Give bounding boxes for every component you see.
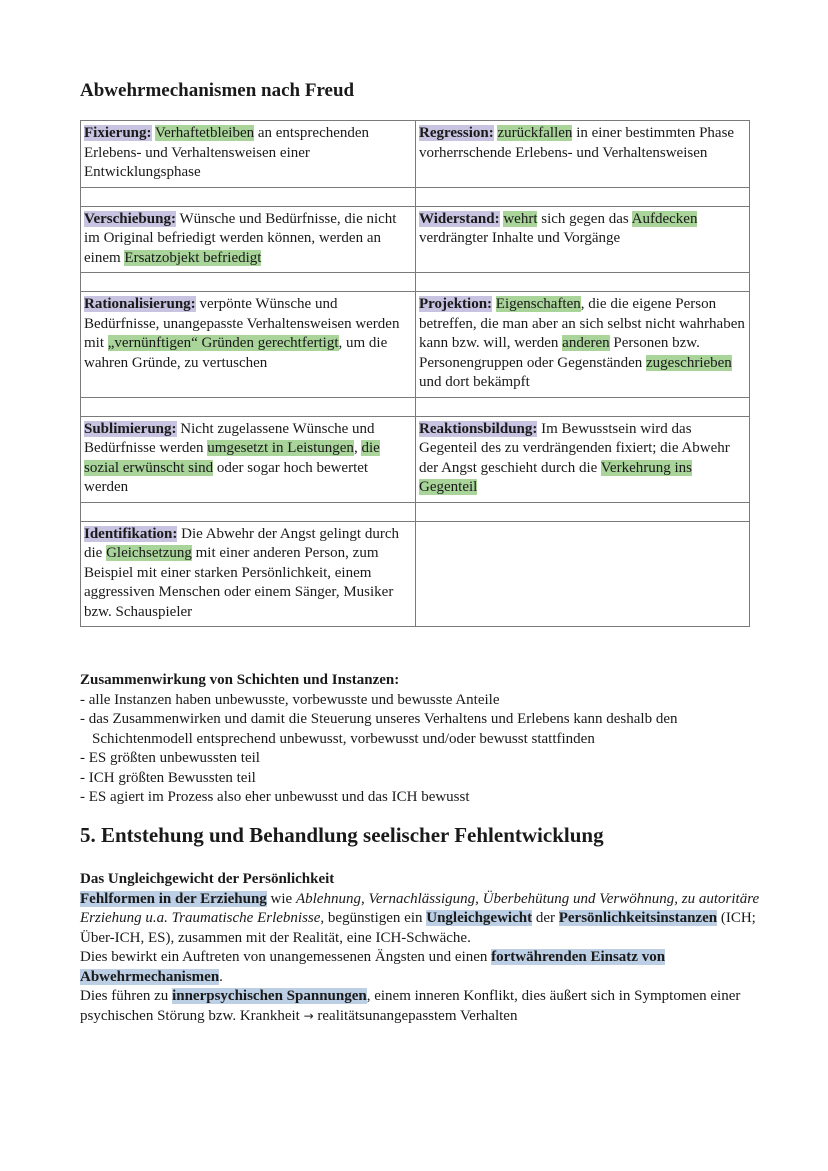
cell-text: Die Abwehr der Angst gelingt durch die	[84, 525, 399, 561]
term-fixierung: Fixierung:	[84, 125, 152, 141]
highlight: Ungleichgewicht	[426, 910, 533, 926]
text: , begünstigen ein	[320, 910, 427, 926]
highlight: Verhaftetbleiben	[154, 125, 255, 141]
term-verschiebung: Verschiebung:	[84, 210, 176, 227]
cell-text: verpönte Wünsche und Bedürfnisse, unangepasste Verhaltensweisen werden mit	[84, 296, 400, 351]
term-widerstand: Widerstand:	[419, 210, 500, 227]
table-row	[81, 121, 750, 188]
text: der	[532, 910, 559, 926]
cell-text: in einer bestimmten Phase vorherrschende Erlebens- und Verhaltensweisen	[419, 125, 735, 161]
highlight: umgesetzt in Leistungen	[207, 440, 354, 456]
list-item: - ES agiert im Prozess also eher unbewusst und das ICH bewusst	[80, 789, 470, 805]
text: Dies bewirkt ein Auftreten von unangemessenen Ängsten und einen	[80, 949, 492, 965]
spacer-row	[81, 502, 750, 521]
highlight: zurückfallen	[497, 125, 573, 141]
defense-mechanisms-table	[80, 120, 750, 627]
highlight: „vernünftigen“ Gründen gerechtfertigt	[107, 335, 339, 351]
cell-regression	[416, 121, 750, 188]
highlight: zugeschrieben	[646, 354, 732, 371]
cell-projektion	[416, 292, 750, 398]
paragraph	[80, 890, 760, 949]
cell-text: , die die eigene Person betreffen, die man aber an sich selbst nicht wahrhaben kann bzw. will, werden	[419, 296, 745, 351]
highlight: Gleichsetzung	[106, 545, 192, 561]
cell-text: Im Bewusstsein wird das Gegenteil des zu verdrängenden fixiert; die Abwehr der Angst geschieht durch die	[419, 420, 730, 476]
cell-identifikation	[81, 521, 416, 627]
table-row	[81, 521, 750, 627]
text: .	[219, 968, 223, 985]
cell-text: und dort bekämpft	[419, 374, 530, 390]
term-rationalisierung: Rationalisierung:	[84, 296, 196, 312]
cell-widerstand	[416, 206, 750, 273]
term-identifikation: Identifikation:	[84, 525, 178, 542]
italic-text: Ablehnung, Vernachlässigung, Überbehütung und Verwöhnung, zu autoritäre Erziehung u.a. Traumatische Erlebnisse	[80, 890, 760, 926]
text: (ICH; Über-ICH, ES), zusammen mit der Realität, eine ICH-Schwäche.	[80, 910, 756, 946]
section-heading: Zusammenwirkung von Schichten und Instanzen:	[80, 672, 400, 688]
term-regression: Regression:	[419, 125, 494, 141]
table-row	[81, 292, 750, 398]
text: wie	[266, 890, 296, 907]
arrow-icon: →	[303, 1008, 314, 1023]
cell-reaktionsbildung	[416, 416, 750, 502]
cell-text: verdrängter Inhalte und Vorgänge	[419, 230, 621, 246]
sub-heading: Das Ungleichgewicht der Persönlichkeit	[80, 871, 335, 887]
highlight: wehrt	[503, 210, 538, 227]
paragraph	[80, 987, 760, 1026]
highlight: Persönlichkeitsinstanzen	[558, 910, 718, 926]
list-item: - das Zusammenwirken und damit die Steuerung unseres Verhaltens und Erlebens kann deshalb den Schichtenmodell entsprechend unbewusst, vorbewusst und/oder bewusst stattfinden	[80, 711, 678, 747]
list-item: - alle Instanzen haben unbewusste, vorbewusste und bewusste Anteile	[80, 691, 500, 708]
cell-sublimierung	[81, 416, 416, 502]
page-title: Abwehrmechanismen nach Freud	[80, 80, 355, 101]
highlight: die sozial erwünscht sind	[84, 440, 380, 476]
imbalance-section	[80, 870, 760, 1026]
list-item: - ES größten unbewussten teil	[80, 750, 260, 766]
cell-fixierung	[81, 121, 416, 188]
highlight: Eigenschaften	[495, 296, 581, 312]
spacer-row	[81, 397, 750, 416]
text: , einem inneren Konflikt, dies äußert sich in Symptomen einer psychischen Störung bzw. Krankheit	[80, 988, 741, 1024]
highlight: Verkehrung ins Gegenteil	[419, 459, 692, 495]
list-item: - ICH größten Bewussten teil	[80, 769, 256, 786]
highlight: Ersatzobjekt befriedigt	[124, 249, 262, 266]
cell-text: an entsprechenden Erlebens- und Verhaltensweisen einer Entwicklungsphase	[84, 125, 370, 180]
interaction-notes	[80, 671, 760, 808]
term-reaktionsbildung: Reaktionsbildung:	[419, 420, 538, 437]
table-row	[81, 206, 750, 273]
cell-text: sich gegen das	[537, 210, 632, 227]
cell-text: , um die wahren Gründe, zu vertuschen	[84, 335, 388, 371]
cell-verschiebung	[81, 206, 416, 273]
spacer-row	[81, 273, 750, 292]
paragraph	[80, 948, 760, 987]
spacer-row	[81, 187, 750, 206]
highlight: fortwährenden Einsatz von Abwehrmechanismen	[80, 949, 666, 985]
cell-text: Wünsche und Bedürfnisse, die nicht im Original befriedigt werden können, werden an einem	[84, 210, 397, 266]
text: realitätsunangepasstem Verhalten	[313, 1007, 518, 1024]
cell-empty	[416, 521, 750, 627]
table-row	[81, 416, 750, 502]
cell-text: ,	[353, 440, 362, 456]
highlight: innerpsychischen Spannungen	[172, 988, 367, 1004]
chapter-heading: 5. Entstehung und Behandlung seelischer Fehlentwicklung	[80, 823, 604, 847]
cell-text: Nicht zugelassene Wünsche und Bedürfnisse werden	[84, 420, 375, 456]
term-projektion: Projektion:	[419, 296, 493, 312]
text: Dies führen zu	[80, 988, 173, 1004]
term-sublimierung: Sublimierung:	[84, 420, 177, 437]
cell-rationalisierung	[81, 292, 416, 398]
cell-text: mit einer anderen Person, zum Beispiel mit einer starken Persönlichkeit, einem aggressiven Menschen oder einem Sänger, Musiker bzw. Schauspieler	[84, 545, 394, 620]
cell-text: Personen bzw. Personengruppen oder Gegenständen	[419, 335, 700, 371]
highlight: Aufdecken	[631, 210, 698, 227]
highlight: anderen	[562, 335, 610, 351]
highlight: Fehlformen in der Erziehung	[80, 890, 267, 907]
cell-text: oder sogar hoch bewertet werden	[84, 459, 369, 495]
